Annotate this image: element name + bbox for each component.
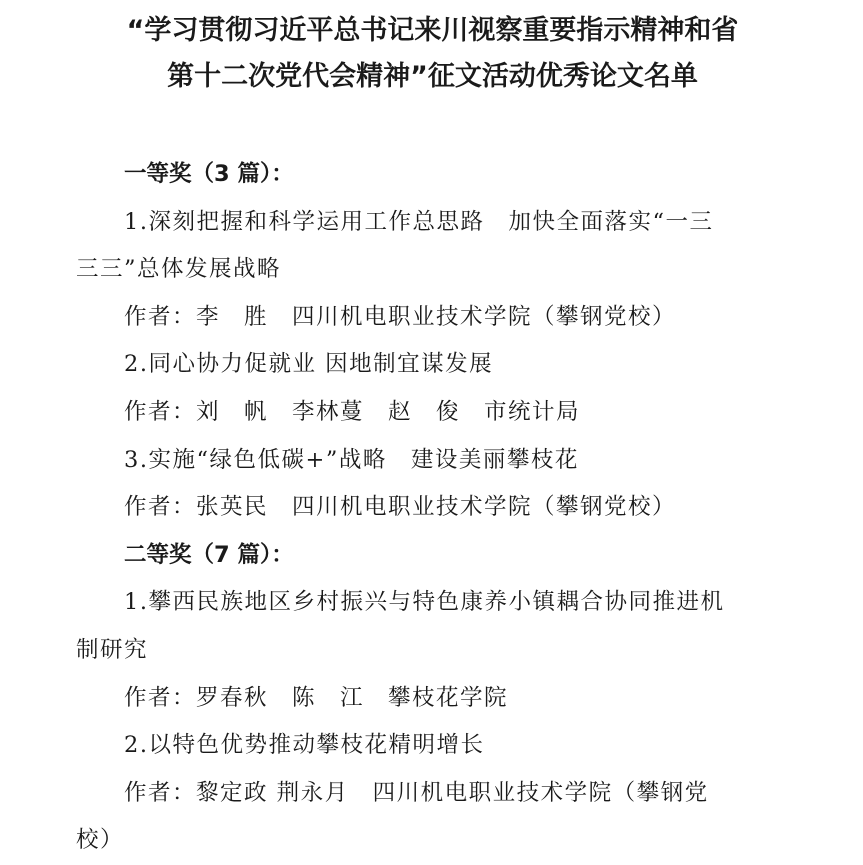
entry-author-continued: 校）: [76, 827, 125, 854]
title-line-2: 第十二次党代会精神”征文活动优秀论文名单: [167, 61, 698, 92]
entry-author: 作者：黎定政 荆永月 四川机电职业技术学院（攀钢党: [124, 779, 709, 806]
entry-title: 1.攀西民族地区乡村振兴与特色康养小镇耦合协同推进机: [124, 589, 725, 616]
document-title: [76, 8, 785, 100]
entry-author: 作者：李 胜 四川机电职业技术学院（攀钢党校）: [124, 303, 677, 330]
entry-title: 3.实施“绿色低碳+”战略 建设美丽攀枝花: [124, 446, 579, 473]
entry-author: 作者：罗春秋 陈 江 攀枝花学院: [124, 684, 509, 711]
entry-title: 1.深刻把握和科学运用工作总思路 加快全面落实“一三: [124, 208, 714, 235]
entry-title: 2.同心协力促就业 因地制宜谋发展: [124, 351, 494, 378]
entry-author: 作者：刘 帆 李林蔓 赵 俊 市统计局: [124, 398, 581, 425]
entry-title-continued: 制研究: [76, 636, 149, 663]
entry-title-continued: 三三”总体发展战略: [76, 256, 282, 283]
document-body: [76, 151, 785, 865]
entry-title: 2.以特色优势推动攀枝花精明增长: [124, 732, 485, 759]
entry-author: 作者：张英民 四川机电职业技术学院（攀钢党校）: [124, 494, 677, 521]
section-heading-first-prize: 一等奖（3 篇）：: [124, 161, 294, 187]
section-heading-second-prize: 二等奖（7 篇）：: [124, 541, 294, 568]
title-line-1: “学习贯彻习近平总书记来川视察重要指示精神和省: [126, 15, 739, 46]
